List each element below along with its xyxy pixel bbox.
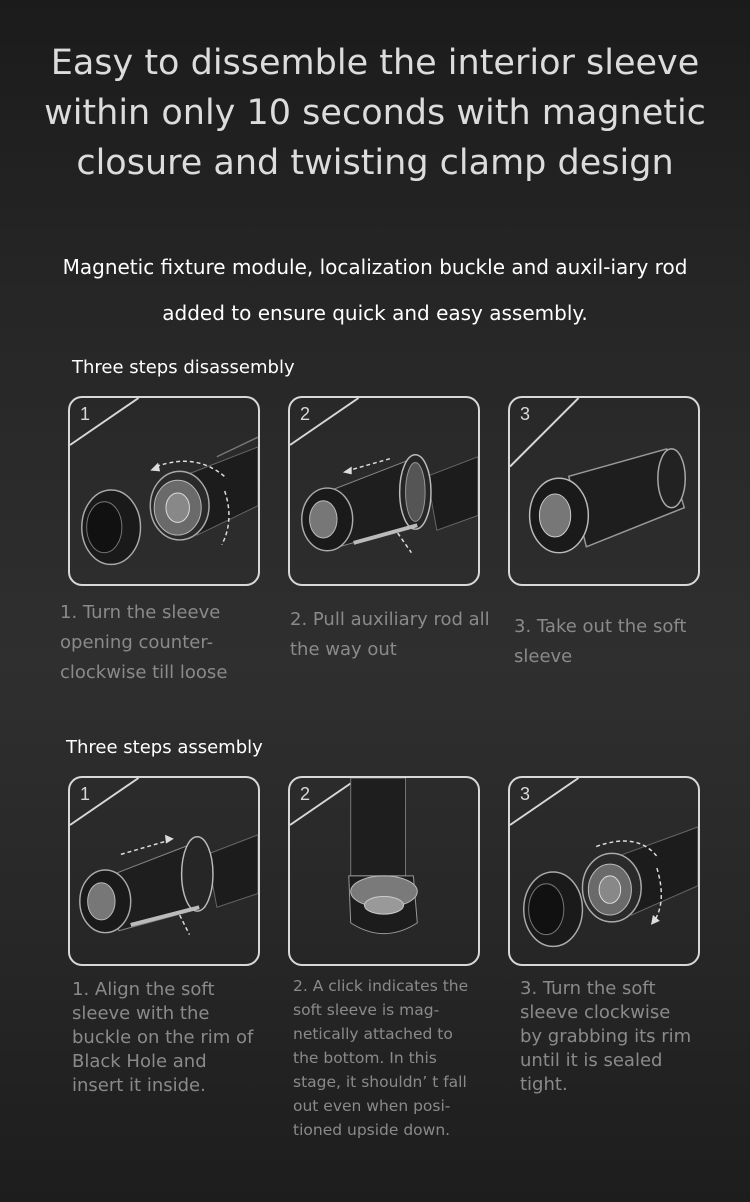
step-number: 2 — [300, 404, 311, 424]
disassembly-step-3-panel — [508, 396, 700, 586]
page-title: Easy to dissemble the interior sleeve within only 10 seconds with magnetic closure and twisting clamp design — [44, 43, 706, 183]
remove-sleeve-illustration — [510, 398, 698, 584]
assembly-step-1-panel — [68, 776, 260, 966]
disassembly-step-3-caption: 3. Take out the soft sleeve — [514, 616, 687, 667]
disassembly-heading: Three steps disassembly — [72, 357, 295, 378]
step-number: 3 — [520, 784, 531, 804]
step-number: 1 — [80, 784, 91, 804]
pull-rod-illustration — [290, 398, 478, 584]
disassembly-step-2-caption: 2. Pull auxiliary rod all the way out — [290, 609, 490, 660]
disassembly-step-2-panel — [288, 396, 480, 586]
assembly-step-3-panel — [508, 776, 700, 966]
assembly-heading: Three steps assembly — [66, 737, 263, 758]
twist-off-illustration — [70, 398, 258, 584]
assembly-step-2-panel — [288, 776, 480, 966]
assembly-step-3-caption: 3. Turn the soft sleeve clockwise by grabbing its rim until it is sealed tight. — [520, 978, 692, 1095]
assembly-step-2-caption: 2. A click indicates the soft sleeve is mag-netically attached to the bottom. In this stage, it shouldn’ t fall out even when posi-tioned upside down. — [293, 977, 469, 1139]
twist-on-illustration — [510, 778, 698, 964]
magnetic-attach-illustration — [290, 778, 478, 964]
assembly-step-1-caption: 1. Align the soft sleeve with the buckle on the rim of Black Hole and insert it inside. — [72, 979, 254, 1096]
step-number: 3 — [520, 404, 531, 424]
step-number: 1 — [80, 404, 91, 424]
step-number: 2 — [300, 784, 311, 804]
insert-sleeve-illustration — [70, 778, 258, 964]
page-subtitle: Magnetic fixture module, localization buckle and auxil-iary rod added to ensure quick and easy assembly. — [62, 255, 688, 325]
disassembly-step-1-caption: 1. Turn the sleeve opening counter-clockwise till loose — [60, 602, 228, 683]
disassembly-step-1-panel — [68, 396, 260, 586]
